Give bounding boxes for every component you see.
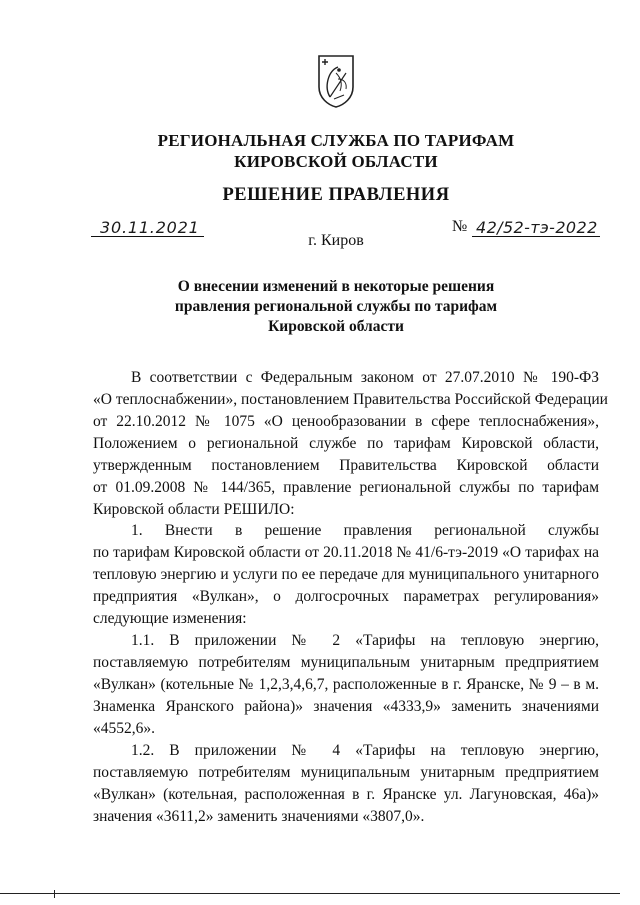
body-line: 1.2. В приложении № 4 «Тарифы на тепловую энергию, xyxy=(131,742,599,759)
body-line: В соответствии с Федеральным законом от 27.07.2010 № 190-ФЗ xyxy=(131,369,599,386)
decision-number: 42/52-тэ-2022 xyxy=(476,218,598,237)
decision-date: 30.11.2021 xyxy=(100,218,200,237)
body-line: предприятия «Вулкан», о долгосрочных параметрах регулирования» xyxy=(93,588,599,605)
body-line: «О теплоснабжении», постановлением Правительства Российской Федерации xyxy=(93,391,608,408)
footer-tick xyxy=(54,890,55,898)
subject-line: правления региональной службы по тарифам xyxy=(174,298,498,315)
number-sign: № xyxy=(452,218,468,235)
coat-of-arms-emblem xyxy=(316,53,356,109)
body-line: «Вулкан» (котельная, расположенная в г. Яранске ул. Лагуновская, 46а)» xyxy=(93,786,599,803)
body-line: 1. Внести в решение правления региональной службы xyxy=(131,522,599,539)
body-line: Кировской области РЕШИЛО: xyxy=(93,501,295,518)
body-line: от 01.09.2008 № 144/365, правление региональной службы по тарифам xyxy=(93,479,599,496)
body-line: поставляемую потребителям муниципальным унитарным предприятием xyxy=(93,654,599,671)
body-line: от 22.10.2012 № 1075 «О ценообразовании в сфере теплоснабжения», xyxy=(93,413,599,430)
city: г. Киров xyxy=(308,232,364,249)
decision-title: РЕШЕНИЕ ПРАВЛЕНИЯ xyxy=(222,185,450,205)
agency-region: КИРОВСКОЙ ОБЛАСТИ xyxy=(234,152,438,171)
body-line: утвержденным постановлением Правительства Кировской области xyxy=(93,457,599,474)
subject-line: О внесении изменений в некоторые решения xyxy=(177,278,495,295)
body-line: значения «3611,2» заменить значениями «3807,0». xyxy=(93,808,425,825)
body-line: тепловую энергию и услуги по ее передаче для муниципального унитарного xyxy=(93,566,599,583)
body-line: 1.1. В приложении № 2 «Тарифы на тепловую энергию, xyxy=(131,632,599,649)
body-line: «Вулкан» (котельные № 1,2,3,4,6,7, расположенные в г. Яранске, № 9 – в м. xyxy=(93,676,599,693)
subject-line: Кировской области xyxy=(268,318,404,335)
body-line: по тарифам Кировской области от 20.11.2018 № 41/6-тэ-2019 «О тарифах на xyxy=(93,544,599,561)
body-line: Знаменка Яранского района)» значения «4333,9» заменить значениями xyxy=(93,698,599,715)
body-line: «4552,6». xyxy=(93,720,155,737)
footer-rule xyxy=(0,893,620,894)
agency-name: РЕГИОНАЛЬНАЯ СЛУЖБА ПО ТАРИФАМ xyxy=(157,131,515,150)
body-line: следующие изменения: xyxy=(93,610,247,627)
body-line: Положением о региональной службе по тарифам Кировской области, xyxy=(93,435,599,452)
body-line: поставляемую потребителям муниципальным унитарным предприятием xyxy=(93,764,599,781)
